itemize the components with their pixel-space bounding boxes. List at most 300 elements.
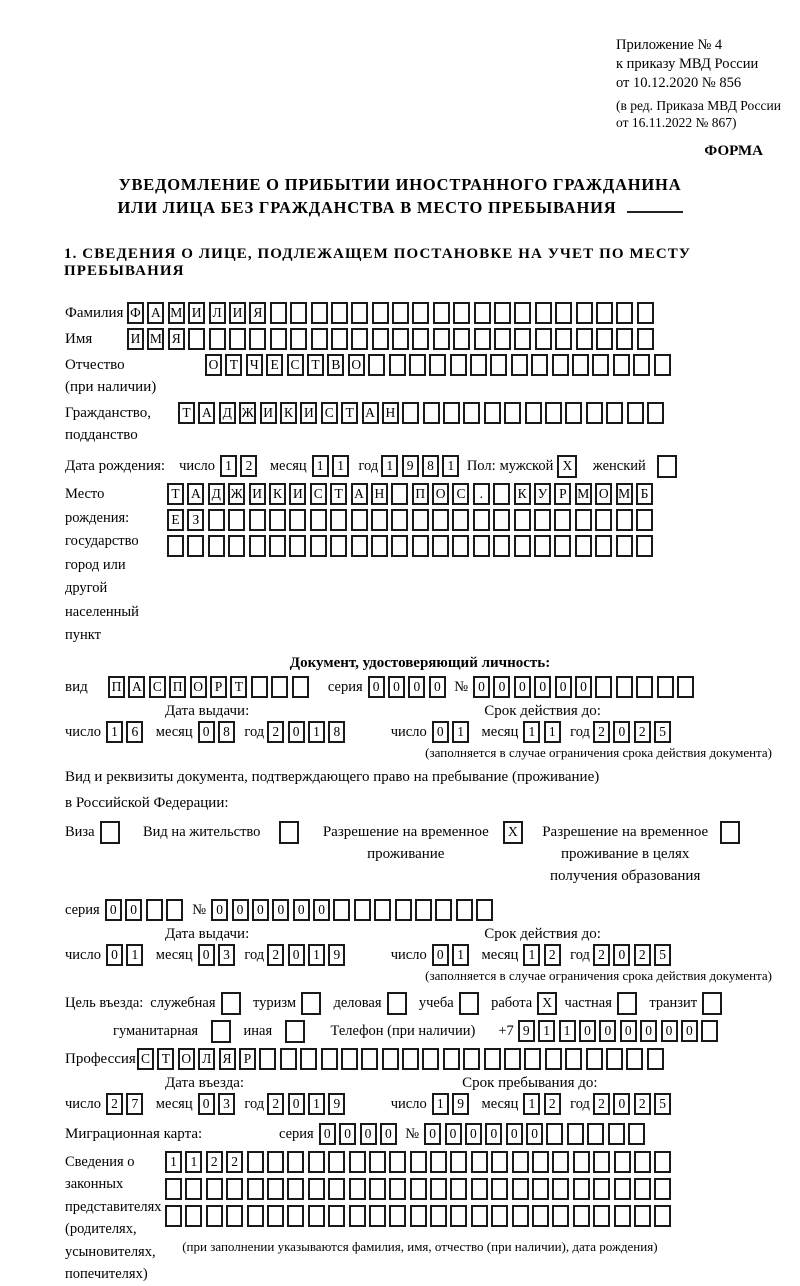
char-cell[interactable] [372,302,389,324]
char-cell[interactable] [573,1178,590,1200]
char-cell[interactable] [514,328,531,350]
char-cell[interactable] [484,402,501,424]
char-cell[interactable]: 0 [288,1093,305,1115]
char-cell[interactable]: 0 [198,944,215,966]
char-cell[interactable]: Т [167,483,184,505]
char-cell[interactable] [271,676,288,698]
char-cell[interactable] [565,1048,582,1070]
char-cell[interactable] [654,1151,671,1173]
char-cell[interactable]: Т [230,676,247,698]
char-cell[interactable]: О [595,483,612,505]
char-cell[interactable] [471,1178,488,1200]
char-cell[interactable]: 9 [328,1093,345,1115]
char-cell[interactable] [616,509,633,531]
char-cell[interactable] [554,535,571,557]
char-cell[interactable]: 0 [388,676,405,698]
char-cell[interactable]: 0 [293,899,310,921]
char-cell[interactable] [637,328,654,350]
char-cell[interactable]: О [432,483,449,505]
char-cell[interactable] [654,354,671,376]
char-cell[interactable] [654,1205,671,1227]
char-cell[interactable] [412,535,429,557]
char-cell[interactable] [290,302,307,324]
char-cell[interactable] [514,535,531,557]
char-cell[interactable]: 0 [661,1020,678,1042]
char-cell[interactable] [473,509,490,531]
char-cell[interactable] [415,899,432,921]
char-cell[interactable] [270,302,287,324]
char-cell[interactable] [392,302,409,324]
char-cell[interactable] [586,1048,603,1070]
char-cell[interactable] [371,535,388,557]
char-cell[interactable] [292,676,309,698]
temp-residence-checkbox[interactable]: X [503,821,523,844]
residence-permit-checkbox[interactable] [279,821,299,844]
char-cell[interactable]: 0 [429,676,446,698]
char-cell[interactable]: Л [198,1048,215,1070]
char-cell[interactable]: Е [167,509,184,531]
char-cell[interactable] [627,402,644,424]
char-cell[interactable] [456,899,473,921]
char-cell[interactable] [412,509,429,531]
char-cell[interactable] [470,354,487,376]
char-cell[interactable] [512,1178,529,1200]
char-cell[interactable] [555,328,572,350]
char-cell[interactable] [259,1048,276,1070]
char-cell[interactable] [512,1151,529,1173]
char-cell[interactable] [616,328,633,350]
char-cell[interactable]: 2 [544,944,561,966]
char-cell[interactable] [531,354,548,376]
char-cell[interactable]: А [198,402,215,424]
char-cell[interactable]: С [452,483,469,505]
char-cell[interactable] [504,402,521,424]
char-cell[interactable] [165,1178,182,1200]
char-cell[interactable]: И [249,483,266,505]
char-cell[interactable]: 0 [288,721,305,743]
char-cell[interactable]: 1 [538,1020,555,1042]
char-cell[interactable] [452,509,469,531]
char-cell[interactable] [525,402,542,424]
char-cell[interactable] [586,402,603,424]
char-cell[interactable] [450,1151,467,1173]
char-cell[interactable]: 0 [313,899,330,921]
char-cell[interactable]: Д [219,402,236,424]
purpose-ucheba-checkbox[interactable] [459,992,479,1015]
char-cell[interactable]: 9 [518,1020,535,1042]
char-cell[interactable] [450,1178,467,1200]
char-cell[interactable] [701,1020,718,1042]
char-cell[interactable] [409,354,426,376]
char-cell[interactable] [412,328,429,350]
char-cell[interactable] [287,1178,304,1200]
char-cell[interactable]: Ф [127,302,144,324]
char-cell[interactable] [226,1178,243,1200]
char-cell[interactable] [270,328,287,350]
char-cell[interactable]: 2 [267,944,284,966]
char-cell[interactable]: 2 [106,1093,123,1115]
char-cell[interactable]: Т [330,483,347,505]
char-cell[interactable] [514,509,531,531]
char-cell[interactable]: 0 [681,1020,698,1042]
char-cell[interactable]: И [188,302,205,324]
char-cell[interactable] [575,509,592,531]
char-cell[interactable] [595,535,612,557]
char-cell[interactable]: 2 [634,721,651,743]
char-cell[interactable]: 0 [640,1020,657,1042]
char-cell[interactable]: М [147,328,164,350]
char-cell[interactable] [267,1151,284,1173]
char-cell[interactable] [647,1048,664,1070]
char-cell[interactable]: Ч [246,354,263,376]
char-cell[interactable] [391,509,408,531]
char-cell[interactable]: 0 [599,1020,616,1042]
char-cell[interactable] [310,535,327,557]
char-cell[interactable]: 2 [593,721,610,743]
char-cell[interactable] [311,302,328,324]
char-cell[interactable] [614,1205,631,1227]
char-cell[interactable] [280,1048,297,1070]
char-cell[interactable]: П [412,483,429,505]
purpose-rabota-checkbox[interactable]: X [537,992,557,1015]
char-cell[interactable]: 2 [544,1093,561,1115]
char-cell[interactable] [463,402,480,424]
char-cell[interactable]: 1 [442,455,459,477]
char-cell[interactable] [636,676,653,698]
char-cell[interactable]: 0 [432,721,449,743]
char-cell[interactable] [228,509,245,531]
char-cell[interactable] [300,1048,317,1070]
char-cell[interactable]: А [147,302,164,324]
char-cell[interactable] [576,328,593,350]
char-cell[interactable] [552,1205,569,1227]
char-cell[interactable]: К [269,483,286,505]
char-cell[interactable] [535,302,552,324]
char-cell[interactable] [634,1205,651,1227]
char-cell[interactable]: Н [371,483,388,505]
char-cell[interactable] [476,899,493,921]
char-cell[interactable]: О [205,354,222,376]
char-cell[interactable] [532,1205,549,1227]
char-cell[interactable] [554,509,571,531]
char-cell[interactable]: 1 [308,944,325,966]
char-cell[interactable] [453,302,470,324]
char-cell[interactable]: Т [157,1048,174,1070]
char-cell[interactable] [575,535,592,557]
char-cell[interactable] [208,535,225,557]
char-cell[interactable]: 0 [613,1093,630,1115]
char-cell[interactable]: 0 [125,899,142,921]
char-cell[interactable] [331,302,348,324]
char-cell[interactable]: 0 [506,1123,523,1145]
purpose-delovaya-checkbox[interactable] [387,992,407,1015]
char-cell[interactable]: 7 [126,1093,143,1115]
char-cell[interactable]: 0 [252,899,269,921]
char-cell[interactable] [308,1205,325,1227]
char-cell[interactable] [349,1178,366,1200]
char-cell[interactable] [450,1205,467,1227]
male-checkbox[interactable]: X [557,455,577,478]
char-cell[interactable]: 2 [634,1093,651,1115]
char-cell[interactable] [634,1178,651,1200]
char-cell[interactable]: 0 [465,1123,482,1145]
char-cell[interactable]: 0 [575,676,592,698]
char-cell[interactable] [512,1205,529,1227]
char-cell[interactable]: К [280,402,297,424]
char-cell[interactable] [504,1048,521,1070]
char-cell[interactable]: 0 [368,676,385,698]
char-cell[interactable] [494,328,511,350]
char-cell[interactable] [532,1178,549,1200]
char-cell[interactable] [247,1205,264,1227]
char-cell[interactable]: П [169,676,186,698]
char-cell[interactable] [372,328,389,350]
char-cell[interactable]: 8 [218,721,235,743]
char-cell[interactable]: 0 [198,1093,215,1115]
char-cell[interactable] [188,328,205,350]
char-cell[interactable]: 0 [514,676,531,698]
char-cell[interactable] [593,1205,610,1227]
char-cell[interactable] [430,1178,447,1200]
char-cell[interactable] [633,354,650,376]
char-cell[interactable]: 0 [555,676,572,698]
char-cell[interactable] [450,354,467,376]
char-cell[interactable] [596,302,613,324]
char-cell[interactable]: П [108,676,125,698]
char-cell[interactable] [165,1205,182,1227]
char-cell[interactable] [493,509,510,531]
temp-residence-edu-checkbox[interactable] [720,821,740,844]
char-cell[interactable] [267,1178,284,1200]
char-cell[interactable]: 1 [559,1020,576,1042]
char-cell[interactable] [565,402,582,424]
char-cell[interactable] [209,328,226,350]
char-cell[interactable]: Н [382,402,399,424]
char-cell[interactable] [430,1205,447,1227]
char-cell[interactable] [247,1151,264,1173]
char-cell[interactable] [511,354,528,376]
char-cell[interactable] [514,302,531,324]
purpose-chastnaya-checkbox[interactable] [617,992,637,1015]
char-cell[interactable]: 3 [218,944,235,966]
char-cell[interactable]: 0 [485,1123,502,1145]
char-cell[interactable] [545,1048,562,1070]
char-cell[interactable] [228,535,245,557]
char-cell[interactable]: Ж [228,483,245,505]
char-cell[interactable]: С [137,1048,154,1070]
char-cell[interactable]: Р [554,483,571,505]
char-cell[interactable] [290,328,307,350]
char-cell[interactable] [341,1048,358,1070]
char-cell[interactable]: О [190,676,207,698]
char-cell[interactable] [351,535,368,557]
char-cell[interactable]: 2 [634,944,651,966]
char-cell[interactable]: 8 [422,455,439,477]
char-cell[interactable] [269,509,286,531]
char-cell[interactable] [573,1151,590,1173]
char-cell[interactable] [606,402,623,424]
char-cell[interactable]: 5 [654,944,671,966]
char-cell[interactable]: 1 [185,1151,202,1173]
char-cell[interactable] [226,1205,243,1227]
char-cell[interactable] [410,1205,427,1227]
char-cell[interactable] [616,676,633,698]
purpose-gumanitarnaya-checkbox[interactable] [211,1020,231,1043]
char-cell[interactable]: Р [210,676,227,698]
purpose-tranzit-checkbox[interactable] [702,992,722,1015]
char-cell[interactable]: 1 [544,721,561,743]
char-cell[interactable]: М [575,483,592,505]
char-cell[interactable] [534,535,551,557]
char-cell[interactable] [310,509,327,531]
char-cell[interactable] [382,1048,399,1070]
char-cell[interactable] [435,899,452,921]
char-cell[interactable]: 1 [126,944,143,966]
char-cell[interactable]: Е [266,354,283,376]
char-cell[interactable]: 0 [339,1123,356,1145]
char-cell[interactable]: 0 [445,1123,462,1145]
char-cell[interactable] [351,509,368,531]
char-cell[interactable]: Т [178,402,195,424]
char-cell[interactable]: З [187,509,204,531]
char-cell[interactable] [328,1151,345,1173]
char-cell[interactable] [637,302,654,324]
char-cell[interactable]: Т [225,354,242,376]
char-cell[interactable] [410,1178,427,1200]
char-cell[interactable]: 0 [620,1020,637,1042]
char-cell[interactable]: 0 [105,899,122,921]
char-cell[interactable]: 5 [654,721,671,743]
char-cell[interactable]: И [127,328,144,350]
char-cell[interactable] [616,302,633,324]
char-cell[interactable]: 0 [493,676,510,698]
char-cell[interactable] [412,302,429,324]
char-cell[interactable]: О [178,1048,195,1070]
char-cell[interactable] [432,535,449,557]
char-cell[interactable]: 1 [452,944,469,966]
char-cell[interactable]: Т [341,402,358,424]
char-cell[interactable] [369,1178,386,1200]
char-cell[interactable] [251,676,268,698]
char-cell[interactable] [185,1178,202,1200]
female-checkbox[interactable] [657,455,677,478]
char-cell[interactable] [474,302,491,324]
char-cell[interactable] [287,1205,304,1227]
char-cell[interactable] [473,535,490,557]
char-cell[interactable] [613,354,630,376]
char-cell[interactable] [287,1151,304,1173]
char-cell[interactable] [654,1178,671,1200]
char-cell[interactable] [484,1048,501,1070]
char-cell[interactable]: 1 [432,1093,449,1115]
char-cell[interactable] [595,676,612,698]
char-cell[interactable]: Ж [239,402,256,424]
char-cell[interactable]: С [149,676,166,698]
purpose-sluzhebnaya-checkbox[interactable] [221,992,241,1015]
char-cell[interactable]: А [351,483,368,505]
char-cell[interactable]: 5 [654,1093,671,1115]
char-cell[interactable] [647,402,664,424]
char-cell[interactable]: 3 [218,1093,235,1115]
char-cell[interactable]: 0 [319,1123,336,1145]
char-cell[interactable]: Я [219,1048,236,1070]
char-cell[interactable]: 0 [106,944,123,966]
char-cell[interactable] [592,354,609,376]
char-cell[interactable] [368,354,385,376]
char-cell[interactable]: 0 [272,899,289,921]
char-cell[interactable] [308,1178,325,1200]
char-cell[interactable]: 0 [408,676,425,698]
char-cell[interactable] [349,1205,366,1227]
char-cell[interactable]: Л [209,302,226,324]
char-cell[interactable]: . [473,483,490,505]
char-cell[interactable] [608,1123,625,1145]
char-cell[interactable] [269,535,286,557]
char-cell[interactable] [593,1178,610,1200]
char-cell[interactable]: 1 [452,721,469,743]
char-cell[interactable]: А [128,676,145,698]
char-cell[interactable] [430,1151,447,1173]
char-cell[interactable] [546,1123,563,1145]
char-cell[interactable] [491,1205,508,1227]
char-cell[interactable] [354,899,371,921]
char-cell[interactable] [493,535,510,557]
char-cell[interactable] [433,302,450,324]
char-cell[interactable]: О [348,354,365,376]
char-cell[interactable]: 0 [424,1123,441,1145]
char-cell[interactable] [587,1123,604,1145]
char-cell[interactable]: 0 [232,899,249,921]
char-cell[interactable] [402,402,419,424]
char-cell[interactable]: 2 [267,721,284,743]
purpose-inaya-checkbox[interactable] [285,1020,305,1043]
char-cell[interactable] [677,676,694,698]
char-cell[interactable] [657,676,674,698]
char-cell[interactable] [532,1151,549,1173]
char-cell[interactable]: А [362,402,379,424]
char-cell[interactable] [572,354,589,376]
char-cell[interactable]: Т [307,354,324,376]
char-cell[interactable]: К [514,483,531,505]
char-cell[interactable] [328,1178,345,1200]
char-cell[interactable]: 2 [226,1151,243,1173]
char-cell[interactable]: М [616,483,633,505]
char-cell[interactable] [374,899,391,921]
char-cell[interactable] [249,509,266,531]
char-cell[interactable]: 0 [288,944,305,966]
char-cell[interactable] [185,1205,202,1227]
char-cell[interactable] [628,1123,645,1145]
char-cell[interactable] [206,1205,223,1227]
char-cell[interactable]: Р [239,1048,256,1070]
char-cell[interactable] [552,1151,569,1173]
char-cell[interactable] [369,1151,386,1173]
char-cell[interactable] [389,1205,406,1227]
char-cell[interactable]: И [300,402,317,424]
char-cell[interactable]: 0 [534,676,551,698]
char-cell[interactable]: 2 [593,1093,610,1115]
char-cell[interactable] [552,1178,569,1200]
char-cell[interactable] [576,302,593,324]
char-cell[interactable]: 0 [526,1123,543,1145]
char-cell[interactable] [474,328,491,350]
char-cell[interactable]: У [534,483,551,505]
char-cell[interactable] [606,1048,623,1070]
char-cell[interactable] [453,328,470,350]
char-cell[interactable]: 1 [523,721,540,743]
char-cell[interactable] [552,354,569,376]
char-cell[interactable] [524,1048,541,1070]
